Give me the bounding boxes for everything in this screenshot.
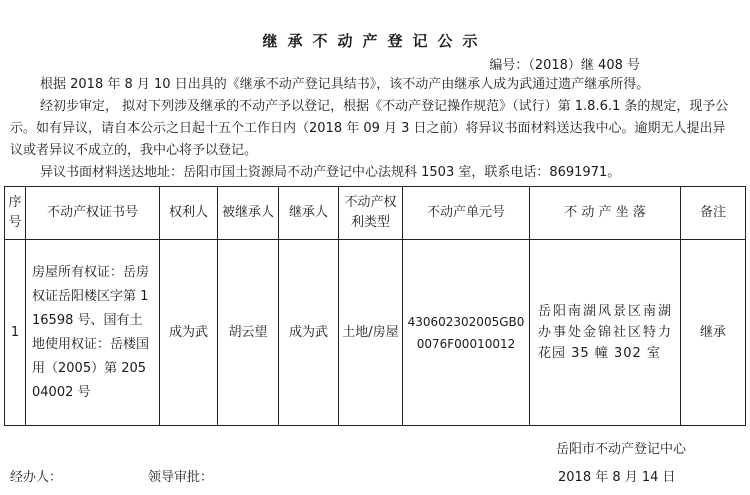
table-header-row xyxy=(5,187,746,240)
header-remark: 备注 xyxy=(681,187,746,240)
issue-date: 2018 年 8 月 14 日 xyxy=(558,470,676,485)
header-unit: 不动产单元号 xyxy=(403,187,530,240)
header-right-type: 不动产权利类型 xyxy=(339,187,403,240)
issuing-center: 岳阳市不动产登记中心 xyxy=(556,442,687,457)
page-title: 继承不动产登记公示 xyxy=(262,32,488,50)
cell-heir: 成为武 xyxy=(279,240,339,426)
header-location: 不 动 产 坐 落 xyxy=(530,187,681,240)
header-seq: 序号 xyxy=(5,187,26,240)
paragraph-delivery-address: 异议书面材料送达地址：岳阳市国土资源局不动产登记中心法规科 1503 室，联系电话：8691971。 xyxy=(40,165,621,180)
table-row xyxy=(5,240,746,426)
cell-unit: 430602302005GB00076F00010012 xyxy=(403,240,530,426)
cell-cert: 房屋所有权证：岳房权证岳阳楼区字第 116598 号、国有土地使用权证：岳楼国用（2005）第 20504002 号 xyxy=(26,240,160,426)
paragraph-objection-notice: 经初步审定， 拟对下列涉及继承的不动产予以登记，根据《不动产登记操作规范》（试行）第 1.8.6.1 条的规定，现予公示。如有异议，请自本公示之日起十五个工作日内（2018 年 09 月 3 日之前）将异议书面材料送达我中心。逾期无人提出异议或者异议不成立的，我中心将予以登记。 xyxy=(10,99,729,158)
cell-right-type: 土地/房屋 xyxy=(339,240,403,426)
cell-owner: 成为武 xyxy=(160,240,218,426)
cell-remark: 继承 xyxy=(681,240,746,426)
header-owner: 权利人 xyxy=(160,187,218,240)
approver-label: 领导审批： xyxy=(148,470,214,485)
cell-heir-by: 胡云望 xyxy=(218,240,279,426)
handler-label: 经办人： xyxy=(10,470,63,485)
document-number: 编号：（2018）继 408 号 xyxy=(489,58,640,73)
paragraph-inheritance-basis: 根据 2018 年 8 月 10 日出具的《继承不动产登记具结书》，该不动产由继承人成为武通过遗产继承所得。 xyxy=(40,77,650,92)
header-heir: 继承人 xyxy=(279,187,339,240)
registration-table xyxy=(4,186,746,426)
cell-location: 岳阳南湖风景区南湖办事处金锦社区特力花园 35 幢 302 室 xyxy=(530,240,681,426)
header-cert: 不动产权证书号 xyxy=(26,187,160,240)
cell-seq: 1 xyxy=(5,240,26,426)
header-heir-by: 被继承人 xyxy=(218,187,279,240)
